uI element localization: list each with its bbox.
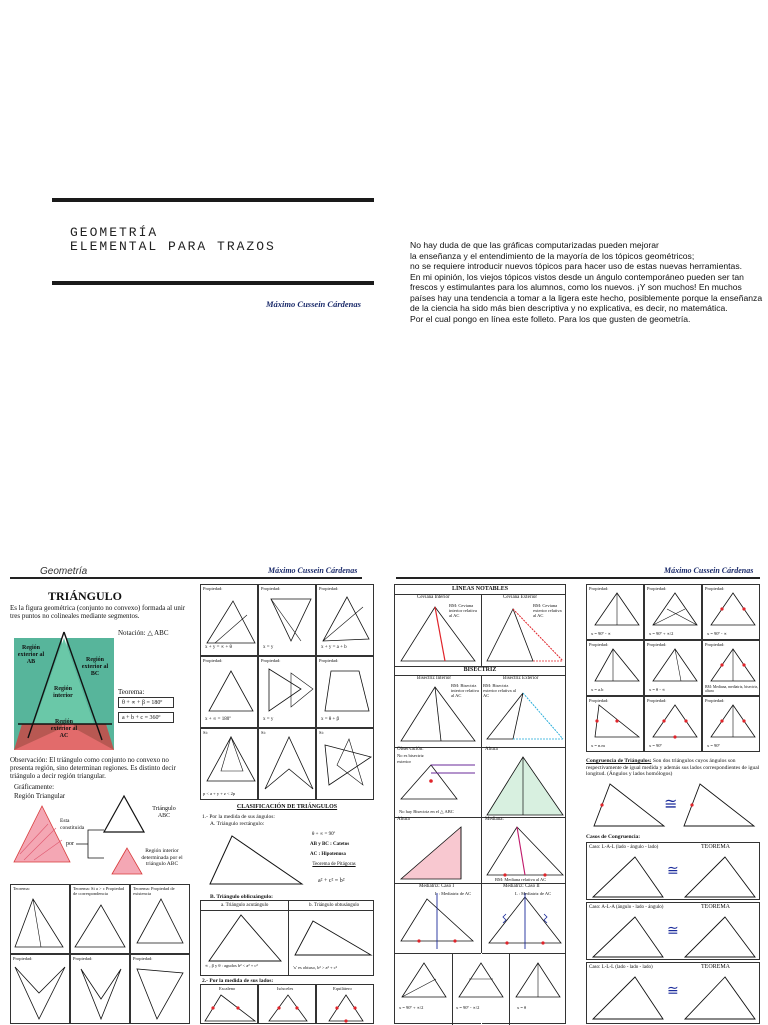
property-cell: Propiedad: x = 90º - ∝ xyxy=(586,584,644,640)
esta-constituida-label: Esta constituida xyxy=(60,818,85,831)
theorem-angles-box: θ + ∝ + β = 180º xyxy=(118,697,174,708)
region-label-ac: Región exterior al AC xyxy=(50,719,78,739)
property-cell: Propiedad: x + y = a + b xyxy=(316,584,374,656)
intro-line: No hay duda de que las gráficas computarizadas pueden mejorar xyxy=(410,240,659,250)
bottom-rule xyxy=(52,281,374,285)
graphic-label: Gráficamente: xyxy=(14,783,55,791)
triangle-heading: TRIÁNGULO xyxy=(48,589,123,603)
property-cell: Propiedad: x = n.m xyxy=(586,696,644,752)
region-label-ab: Región exterior al AB xyxy=(17,645,45,665)
property-cell: Propiedad: x = 90º xyxy=(702,696,760,752)
triangle-abc-label: Triángulo ABC xyxy=(152,806,176,819)
intro-line: la enseñanza y el entendimiento de la mayoría de los tópicos geométricos; xyxy=(410,250,695,261)
por-lados-label: 2.- Por la medida de sus lados: xyxy=(202,978,274,984)
property-cell: Si: p < a + y + z < 2p xyxy=(200,728,258,800)
property-cell: Propiedad: x + y = ∝ + θ xyxy=(200,584,258,656)
property-cell: Propiedad: x = a.b xyxy=(586,640,644,696)
observation-text: Observación: El triángulo como conjunto no convexo no presenta región, sino determinan regiones. Es distinto decir triángulo a decir región triangular. xyxy=(10,756,176,780)
property-cell: Propiedad: xyxy=(70,954,130,1024)
arrow-connector xyxy=(74,826,114,862)
sheet1-header-subject: Geometría xyxy=(40,566,88,577)
document-title: GEOMETRÍA ELEMENTAL PARA TRAZOS xyxy=(70,225,276,254)
isosceles-cell: Isósceles xyxy=(258,984,316,1024)
intro-line: En mi opinión, los viejos tópicos vistos desde un ángulo contemporáneo pueden ser tan xyxy=(410,271,744,282)
sheet1-header-rule xyxy=(10,577,362,579)
clasificacion-heading: CLASIFICACIÓN DE TRIÁNGULOS xyxy=(236,804,338,810)
rectangulo-label: A. Triángulo rectángulo: xyxy=(210,821,265,827)
region-triangular-figure xyxy=(12,804,72,864)
property-cell: Propiedad: x = y xyxy=(258,656,316,728)
region-label-bc: Región exterior al BC xyxy=(81,657,109,677)
lineas-notables-panel: LÍNEAS NOTABLES Ceviana Interior Ceviana Exterior BM: Ceviana interior relativa al AC BM: Ceviana exterior relativa al AC BISECTRIZ Bisectriz Interior Bisectriz Exterior BM: Bisectriz interior relativa al AC BM: Bisectriz exterior relativa al AC Observación: No es bisectriz exterior No hay Bisectriz en el △ ABC Altura Altura Mediana: BM: Mediana relativa al AC Mediatriz: Caso I Mediatriz: Caso II L : Mediatriz de AC L : Mediatriz de AC x = 90º + ∝/2 x = 90º - ∝/2 x = θ xyxy=(394,584,566,1024)
casos-label: Casos de Congruencia: xyxy=(586,834,641,840)
intro-paragraph xyxy=(410,240,763,324)
lados-table xyxy=(200,984,374,1024)
intro-line: de la ciencia ha sido más bien descriptiva y no explicativa, es decir, no matemática. xyxy=(410,303,728,313)
property-cell: Propiedad: x = 90º - ∝ xyxy=(702,584,760,640)
theorem-exterior-box: a + b + c = 360º xyxy=(118,712,174,723)
sheet2-header-author: Máximo Cussein Cárdenas xyxy=(664,566,754,575)
region-interior-det-label: Región interior determinada por el triángulo ABC xyxy=(141,848,183,867)
region-interior-figure xyxy=(110,846,144,876)
property-cell: Propiedad: x + ∝ = 180º xyxy=(200,656,258,728)
sheet1-header-author: Máximo Cussein Cárdenas xyxy=(268,566,358,575)
property-cell: Propiedad: x = y xyxy=(258,584,316,656)
caso-lll-box: Caso: L-L-L (lado - lado - lado) TEOREMA ≅ xyxy=(586,962,760,1024)
top-rule xyxy=(52,198,374,202)
intro-line: países hay una tendencia a tomar a la ligera este hecho, posiblemente porque la enseñanza xyxy=(410,292,763,303)
property-cell: Propiedad: x = θ - ∝ xyxy=(644,640,702,696)
property-cell: Teorema: Si a > c Propiedad de correspondencia xyxy=(70,884,130,954)
equilatero-cell: Equilátero xyxy=(316,984,374,1024)
rect-note: a² + c² = b² xyxy=(318,878,345,884)
caso-ala-box: Caso: A-L-A (ángulo - lado - ángulo) TEOREMA ≅ xyxy=(586,902,760,960)
property-cell: Si: xyxy=(316,728,374,800)
right-triangle-figure xyxy=(206,832,306,888)
por-angulos-label: 1.- Por la medida de sus ángulos: xyxy=(202,814,275,820)
properties-grid-right xyxy=(586,584,760,752)
intro-line: no se requiere introducir nuevos tópicos para hacer uso de estas nuevas herramientas. xyxy=(410,261,743,271)
notation-label: Notación: △ ABC xyxy=(118,629,169,637)
properties-grid-mid xyxy=(200,584,374,800)
intro-line: Por el cual pongo en línea este folleto. Para los que gusten de geometría. xyxy=(410,313,691,324)
congruencia-text: Congruencia de Triángulos: Son dos triángulos cuyos ángulos son respectivamente de igual medida y además sus lados correspondientes de igual longitud. (Ángulos y lados homólogos) xyxy=(586,758,760,777)
rect-note: AC : Hipotenusa xyxy=(310,852,346,857)
sheet2-header-rule xyxy=(396,577,760,579)
property-cell: Teorema: Propiedad de existencia xyxy=(130,884,190,954)
property-cell: Teorema: xyxy=(10,884,70,954)
oblicuangulo-table: a. Triángulo acutángulo b. Triángulo obtusángulo ∝ , β y θ : agudos b² < a² + c² 'x' es obtuso, b² > a² + c² xyxy=(200,900,374,976)
rect-note: Teorema de Pitágoras xyxy=(312,862,356,867)
property-cell: Propiedad: x = θ + β xyxy=(316,656,374,728)
theorem-label: Teorema: xyxy=(118,688,145,696)
region-label-interior: Región interior xyxy=(53,686,73,699)
rect-note: AB y BC : Catetos xyxy=(310,842,350,847)
property-cell: Propiedad: x = 90º + ∝/2 xyxy=(644,584,702,640)
rect-note: θ + ∝ = 90º xyxy=(312,832,336,837)
por-label: por xyxy=(66,841,74,847)
caso-lal-box: Caso: L-A-L (lado - ángulo - lado) TEOREMA ≅ xyxy=(586,842,760,900)
property-cell: Si: xyxy=(258,728,316,800)
congruent-symbol: ≅ xyxy=(664,796,678,813)
escaleno-cell: Escaleno xyxy=(200,984,258,1024)
property-cell: Propiedad: xyxy=(10,954,70,1024)
cover-author: Máximo Cussein Cárdenas xyxy=(266,299,361,309)
property-cell: Propiedad: x = 90º xyxy=(644,696,702,752)
property-cell: Propiedad: xyxy=(130,954,190,1024)
intro-line: frescos y estimulantes para los alumnos, como los nuevos. ¡Y son muchos! En muchos xyxy=(410,282,742,292)
properties-grid-left xyxy=(10,884,190,1024)
triangle-definition: Es la figura geométrica (conjunto no convexo) formada al unir tres puntos no colineales mediante segmentos. xyxy=(10,604,186,620)
oblicuangulo-label: B. Triángulo oblicuángulo: xyxy=(210,894,273,900)
region-triangular-label: Región Triangular xyxy=(14,792,66,800)
property-cell: Propiedad: BM: Mediana, mediatriz, bisectriz, altura xyxy=(702,640,760,696)
